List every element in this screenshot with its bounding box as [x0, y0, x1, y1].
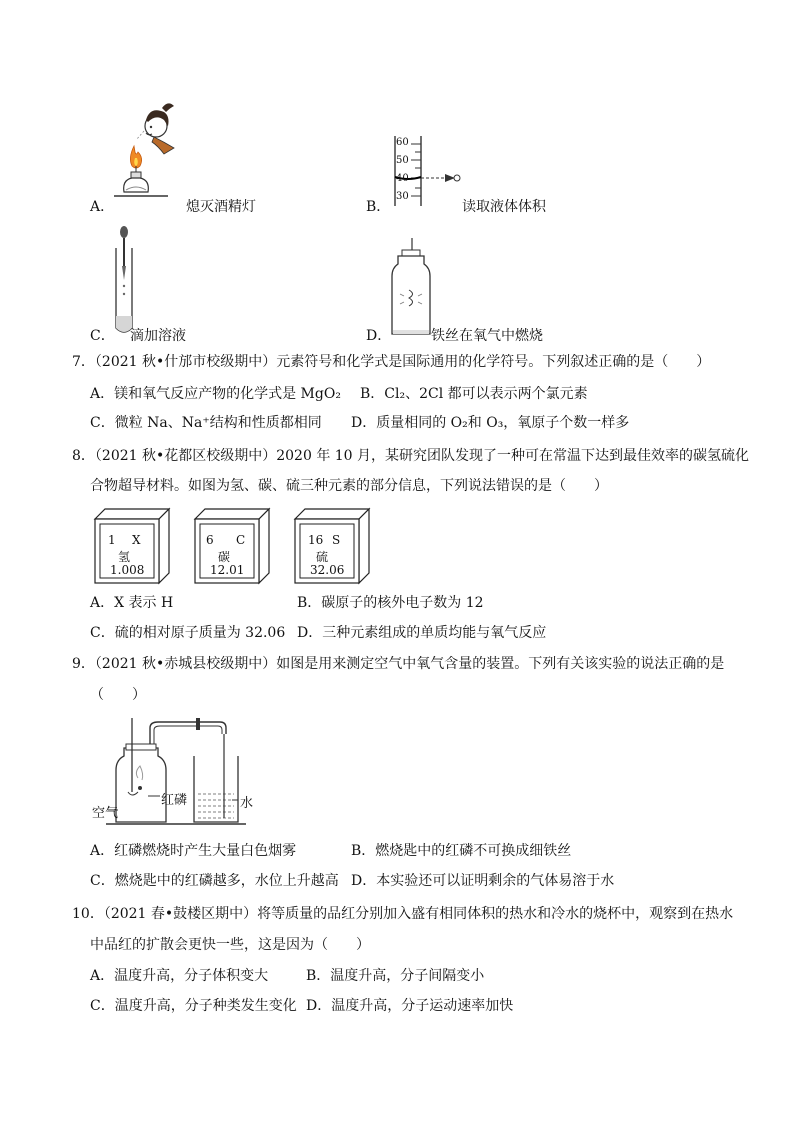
- element-name: 碳: [218, 550, 231, 564]
- option-a: A．温度升高，分子体积变大: [90, 968, 269, 984]
- question-8-stem-cont: 合物超导材料。如图为氢、碳、硫三种元素的部分信息，下列说法错误的是（ ）: [90, 478, 608, 494]
- atomic-mass: 32.06: [310, 563, 345, 577]
- question-7-stem: 7．（2021 秋•什邡市校级期中）元素符号和化学式是国际通用的化学符号。下列叙述正确的是（ ）: [72, 354, 711, 370]
- option-d: D．温度升高，分子运动速率加快: [306, 998, 514, 1014]
- option-a: A．红磷燃烧时产生大量白色烟雾: [90, 843, 297, 859]
- atomic-mass: 12.01: [210, 563, 245, 577]
- label-air: 空气: [92, 806, 119, 821]
- blowing-out-alcohol-lamp-figure: [110, 100, 190, 212]
- iron-wire-burning-figure: [388, 236, 434, 338]
- atomic-number: 6: [206, 533, 214, 547]
- option-letter: B．: [366, 199, 391, 215]
- option-c: C．燃烧匙中的红磷越多，水位上升越高: [90, 873, 339, 889]
- option-a: A．X 表示 H: [90, 595, 174, 611]
- scale-label: 60: [396, 137, 409, 148]
- option-letter: D．: [366, 328, 392, 344]
- atomic-number: 16: [308, 533, 324, 547]
- option-b: B．Cl₂、2Cl 都可以表示两个氯元素: [360, 386, 588, 402]
- atomic-number: 1: [108, 533, 116, 547]
- option-caption: 滴加溶液: [130, 328, 186, 344]
- label-water: 水: [240, 796, 254, 811]
- question-10-stem-cont: 中品红的扩散会更快一些，这是因为（ ）: [90, 937, 370, 953]
- element-name: 硫: [316, 550, 329, 564]
- option-b: B．温度升高，分子间隔变小: [306, 968, 485, 984]
- question-8-stem: 8．（2021 秋•花都区校级期中）2020 年 10 月，某研究团队发现了一种可在常温下达到最佳效率的碳氢硫化: [72, 448, 750, 464]
- option-letter: C．: [90, 328, 115, 344]
- option-caption: 铁丝在氧气中燃烧: [431, 328, 543, 344]
- question-10-stem: 10．（2021 春•鼓楼区期中）将等质量的品红分别加入盛有相同体积的热水和冷水的烧杯中，观察到在热水: [72, 906, 734, 922]
- question-9-stem: 9．（2021 秋•赤城县校级期中）如图是用来测定空气中氧气含量的装置。下列有关该实验的说法正确的是: [72, 656, 725, 672]
- option-caption: 读取液体体积: [462, 199, 546, 215]
- option-d: D．本实验还可以证明剩余的气体易溶于水: [351, 873, 615, 889]
- question-9-paren: （ ）: [90, 687, 146, 703]
- option-b: B．碳原子的核外电子数为 12: [297, 595, 484, 611]
- option-c: C．微粒 Na、Na⁺结构和性质都相同: [90, 415, 322, 431]
- element-symbol: S: [332, 533, 341, 547]
- option-b: B．燃烧匙中的红磷不可换成细铁丝: [351, 843, 572, 859]
- option-a: A．镁和氧气反应产物的化学式是 MgO₂: [90, 386, 341, 402]
- scale-label: 30: [396, 191, 409, 202]
- option-c: C．硫的相对原子质量为 32.06: [90, 625, 286, 641]
- scale-label: 40: [396, 173, 409, 184]
- dropper-test-tube-figure: [110, 224, 140, 339]
- option-caption: 熄灭酒精灯: [186, 199, 256, 215]
- option-c: C．温度升高，分子种类发生变化: [90, 998, 297, 1014]
- scale-label: 50: [396, 155, 409, 166]
- element-symbol: X: [132, 533, 141, 547]
- atomic-mass: 1.008: [110, 563, 145, 577]
- option-d: D．三种元素组成的单质均能与氧气反应: [297, 625, 547, 641]
- option-letter: A．: [90, 199, 115, 215]
- element-name: 氢: [118, 550, 131, 564]
- element-symbol: C: [236, 533, 246, 547]
- option-d: D．质量相同的 O₂和 O₃，氧原子个数一样多: [351, 415, 630, 431]
- label-red-phosphorus: 红磷: [161, 793, 188, 808]
